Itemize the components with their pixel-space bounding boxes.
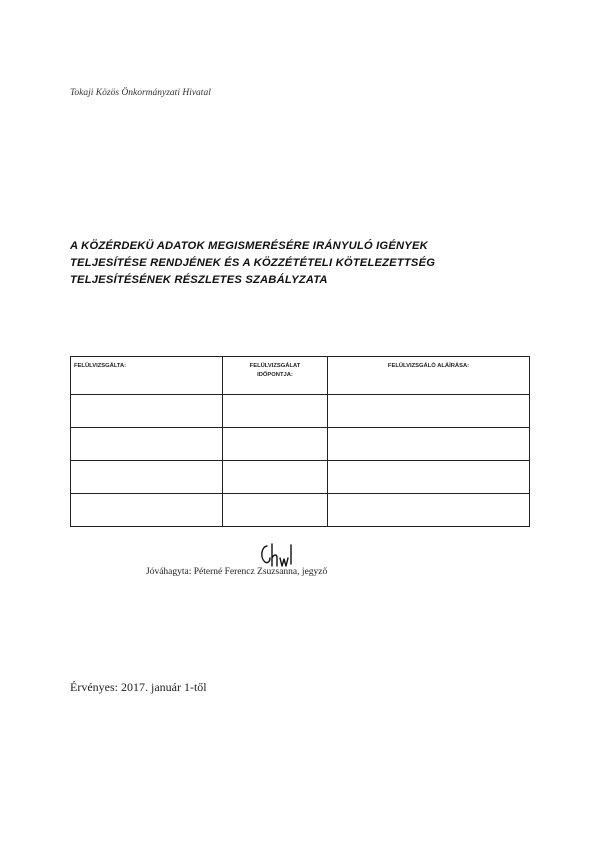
signature-icon [255, 540, 303, 570]
table-cell-date [223, 461, 328, 494]
header-reviewed-by [71, 357, 223, 395]
table-row [71, 494, 530, 527]
validity-text: Érvényes: 2017. január 1-től [70, 680, 207, 694]
title-line-2: TELJESÍTÉSE RENDJÉNEK ÉS A KÖZZÉTÉTELI KÖTELEZETTSÉG [70, 257, 436, 269]
table-cell-date [223, 395, 328, 428]
header-reviewer-signature-label: FELÜLVIZSGÁLÓ ALÁÍRÁSA: [387, 363, 470, 369]
header-review-date-line-2: IDŐPONTJA: [257, 372, 293, 378]
review-table-header-row [71, 357, 530, 395]
table-row [71, 428, 530, 461]
table-cell-reviewer [71, 428, 223, 461]
header-review-date [223, 357, 328, 395]
table-row [71, 395, 530, 428]
document-title [70, 238, 540, 289]
header-review-date-line-1: FELÜLVIZSGÁLAT [249, 363, 301, 369]
table-cell-reviewer [71, 494, 223, 527]
table-cell-date [223, 428, 328, 461]
table-cell-date [223, 494, 328, 527]
institution-name: Tokaji Közös Önkormányzati Hivatal [70, 88, 211, 98]
table-cell-reviewer [71, 395, 223, 428]
title-line-1: A KÖZÉRDEKÜ ADATOK MEGISMERÉSÉRE IRÁNYULÓ IGÉNYEK [70, 240, 428, 252]
table-cell-signature [328, 428, 530, 461]
table-cell-signature [328, 461, 530, 494]
header-reviewed-by-label: FELÜLVIZSGÁLTA: [74, 363, 127, 369]
table-cell-signature [328, 494, 530, 527]
table-cell-signature [328, 395, 530, 428]
header-reviewer-signature [328, 357, 530, 395]
handwritten-signature [255, 540, 303, 570]
approval-text: Jóváhagyta: Péterné Ferencz Zsuzsanna, jegyző [146, 567, 328, 577]
table-cell-reviewer [71, 461, 223, 494]
title-line-3: TELJESÍTÉSÉNEK RÉSZLETES SZABÁLYZATA [70, 274, 328, 286]
table-row [71, 461, 530, 494]
review-table [70, 356, 530, 527]
